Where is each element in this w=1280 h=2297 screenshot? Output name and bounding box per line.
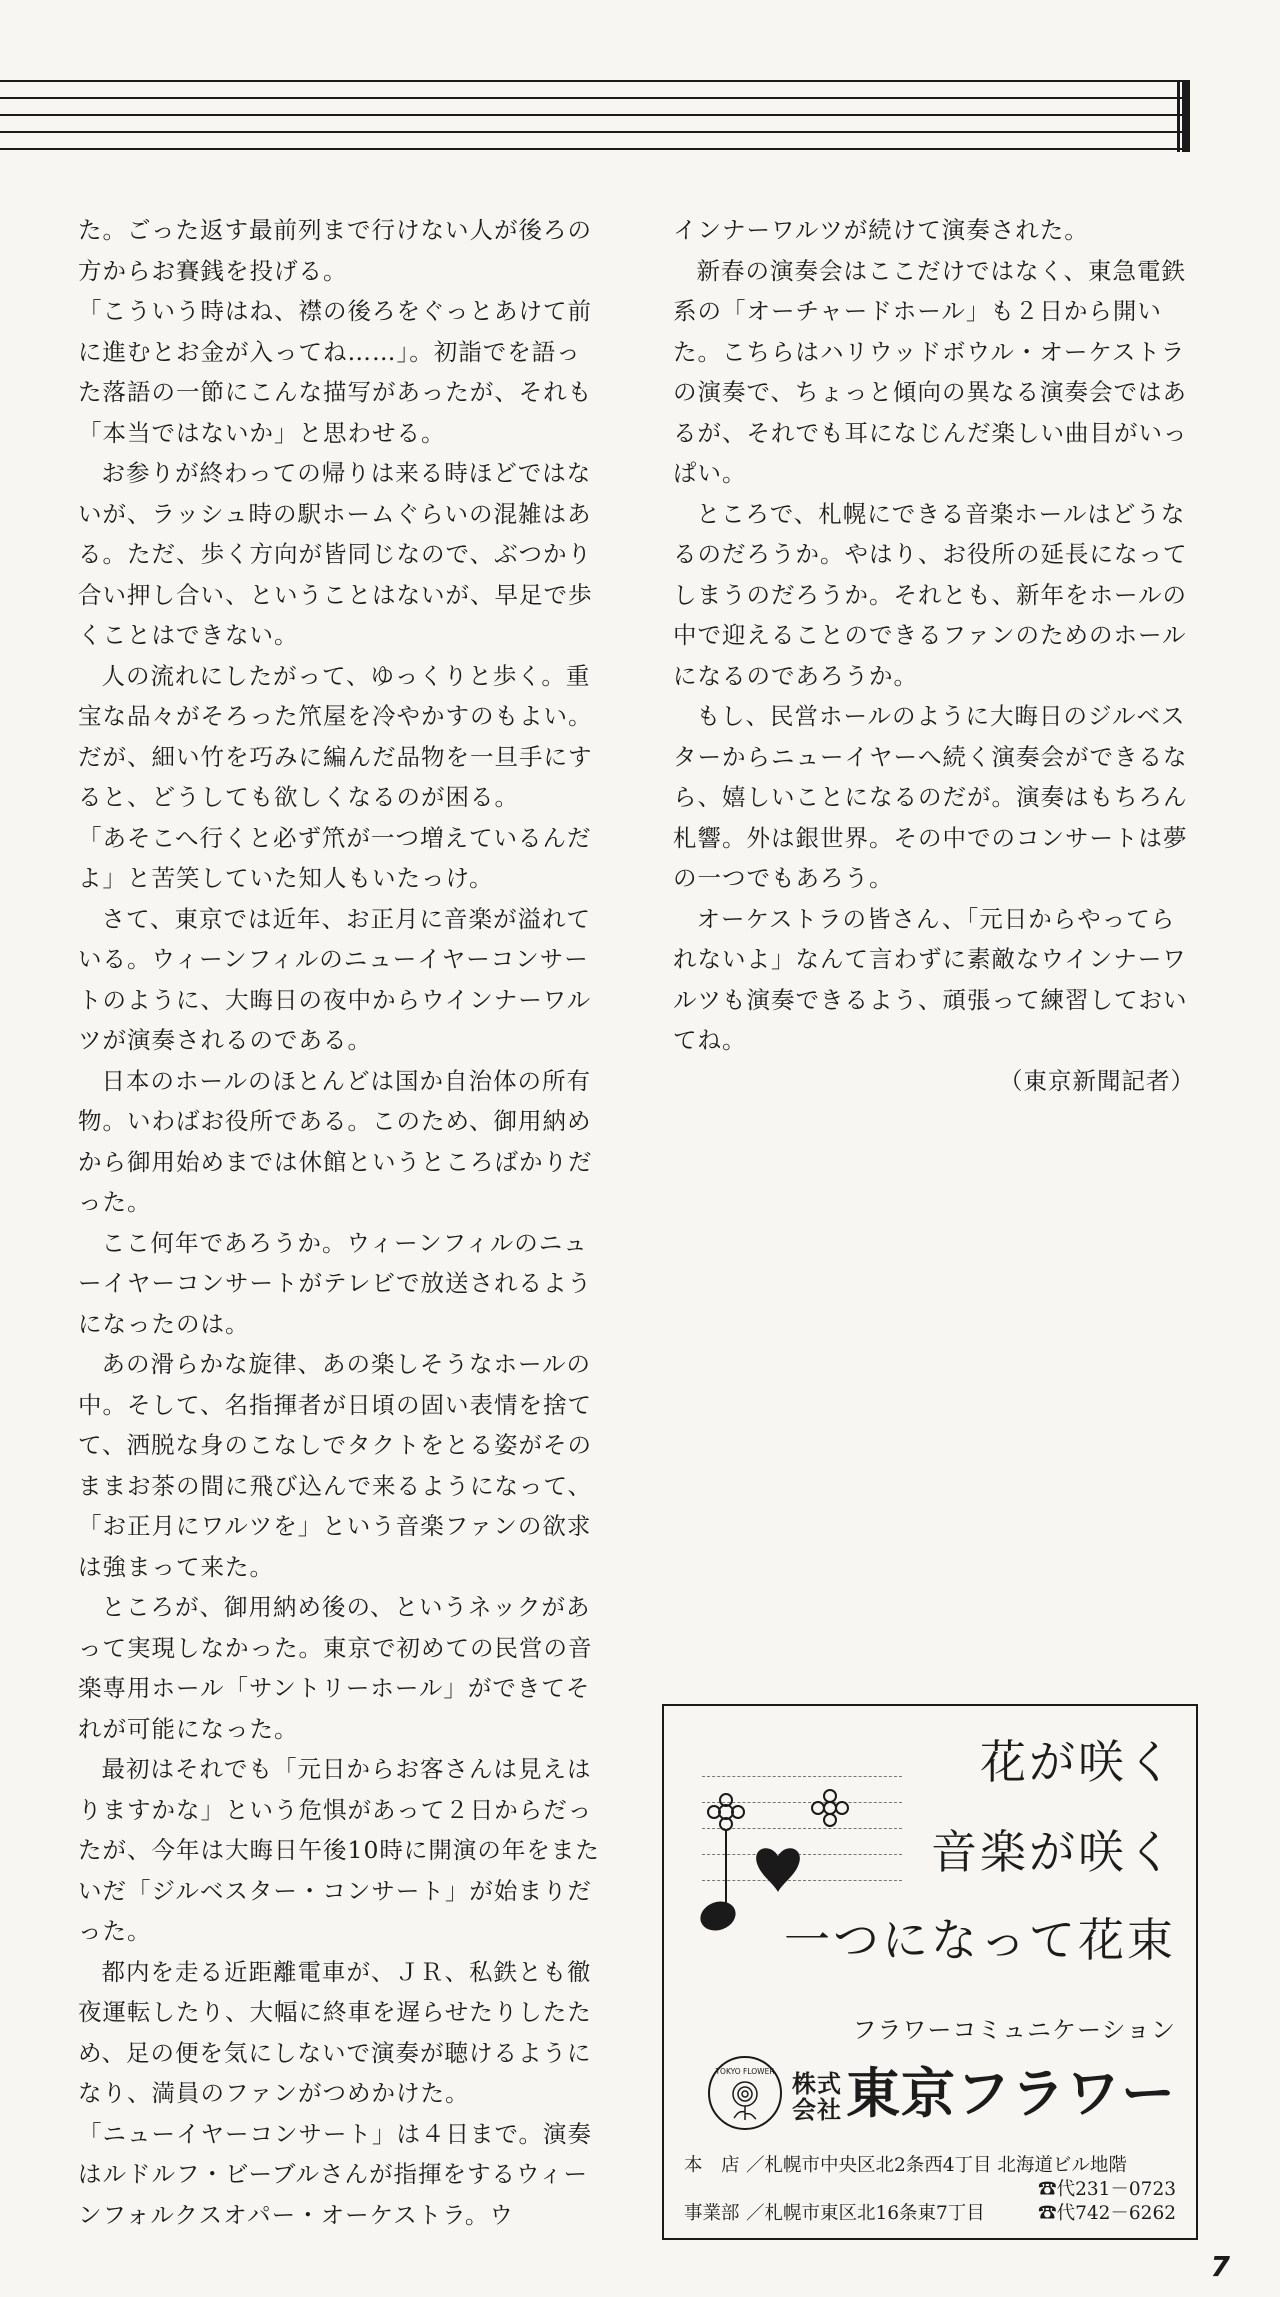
byline: （東京新聞記者） xyxy=(999,1066,1195,1095)
paragraph: 人の流れにしたがって、ゆっくりと歩く。重宝な品々がそろった笊屋を冷やかすのもよい。だが、細い竹を巧みに編んだ品物を一旦手にすると、どうしても欲しくなるのが困る。 xyxy=(78,661,593,811)
rose-logo-icon xyxy=(708,2056,782,2130)
article-column-left xyxy=(78,210,600,2235)
company-prefix: 株式会社 xyxy=(792,2070,842,2125)
company-name-text: 東京フラワー xyxy=(846,2062,1176,2125)
address-label: 事業部 xyxy=(684,2203,740,2224)
address-line xyxy=(684,2202,985,2226)
paragraph: オーケストラの皆さん、「元日からやってられないよ」なんて言わずに素敵なウインナーワルツも演奏できるよう、頑張って練習しておいてね。 xyxy=(673,904,1188,1054)
advertisement xyxy=(662,1704,1198,2240)
ad-subtitle: フラワーコミュニケーション xyxy=(852,2016,1176,2044)
paragraph: もし、民営ホールのように大晦日のジルベスターからニューイヤーへ続く演奏会ができるなら、嬉しいことになるのだが。演奏はもちろん札響。外は銀世界。その中でのコンサートは夢の一つでもあろう。 xyxy=(673,702,1188,892)
page-number: 7 xyxy=(1210,2250,1230,2283)
ad-slogan-line: 音楽が咲く xyxy=(931,1825,1176,1879)
paragraph: ところが、御用納め後の、というネックがあって実現しなかった。東京で初めての民営の音楽専用ホール「サントリーホール」ができてそれが可能になった。 xyxy=(78,1593,593,1743)
paragraph: あの滑らかな旋律、あの楽しそうなホールの中。そして、名指揮者が日頃の固い表情を捨てて、洒脱な身のこなしでタクトをとる姿がそのままお茶の間に飛び込んで来るようになって、「お正月にワルツを」という音楽ファンの欲求は強まって来た。 xyxy=(78,1350,593,1581)
paragraph: た。ごった返す最前列まで行けない人が後ろの方からお賽銭を投げる。 xyxy=(78,216,593,285)
logo-text: TOKYO FLOWER xyxy=(715,2067,775,2076)
address-line xyxy=(684,2154,1127,2178)
paragraph: 日本のホールのほとんどは国か自治体の所有物。いわばお役所である。このため、御用納めから御用始めまでは休館というところばかりだった。 xyxy=(78,1066,593,1216)
paragraph: 都内を走る近距離電車が、ＪＲ、私鉄とも徹夜運転したり、大幅に終車を遅らせたりしたため、足の便を気にしないで演奏が聴けるようになり、満員のファンがつめかけた。 xyxy=(78,1957,592,2107)
paragraph: 「こういう時はね、襟の後ろをぐっとあけて前に進むとお金が入ってね……」。初詣でを語った落語の一節にこんな描写があったが、それも「本当ではないか」と思わせる。 xyxy=(78,297,593,447)
article-column-right xyxy=(673,210,1195,1101)
paragraph: ここ何年であろうか。ウィーンフィルのニューイヤーコンサートがテレビで放送されるようになったのは。 xyxy=(78,1228,593,1338)
ad-slogan-line: 一つになって花束 xyxy=(784,1913,1176,1967)
paragraph: インナーワルツが続けて演奏された。 xyxy=(673,216,1089,244)
ad-slogan-line: 花が咲く xyxy=(980,1735,1176,1789)
paragraph: さて、東京では近年、お正月に音楽が溢れている。ウィーンフィルのニューイヤーコンサートのように、大晦日の夜中からウインナーワルツが演奏されるのである。 xyxy=(78,904,592,1054)
telephone: ☎代742－6262 xyxy=(1038,2203,1176,2224)
paragraph: ところで、札幌にできる音楽ホールはどうなるのだろうか。やはり、お役所の延長になってしまうのだろうか。それとも、新年をホールの中で迎えることのできるファンのためのホールになるのであろうか。 xyxy=(673,499,1188,690)
paragraph: 新春の演奏会はここだけではなく、東急電鉄系の「オーチャードホール」も２日から開いた。こちらはハリウッドボウル・オーケストラの演奏で、ちょっと傾向の異なる演奏会ではあるが、それでも耳になじんだ楽しい曲目がいっぱい。 xyxy=(673,256,1188,487)
header-staff-lines xyxy=(0,80,1190,152)
paragraph: お参りが終わっての帰りは来る時ほどではないが、ラッシュ時の駅ホームぐらいの混雑はある。ただ、歩く方向が皆同じなので、ぶつかり合い押し合い、ということはないが、早足で歩くことはできない。 xyxy=(78,459,593,649)
address-text: ／札幌市中央区北2条西4丁目 北海道ビル地階 xyxy=(746,2155,1127,2176)
company-name xyxy=(792,2064,1176,2124)
telephone: ☎代231－0723 xyxy=(1038,2179,1176,2200)
paragraph: 「あそこへ行くと必ず笊が一つ増えているんだよ」と苦笑していた知人もいたっけ。 xyxy=(78,823,592,892)
paragraph: 「ニューイヤーコンサート」は４日まで。演奏はルドルフ・ビーブルさんが指揮をするウィーンフォルクスオパー・オーケストラ。ウ xyxy=(78,2119,593,2229)
address-text: ／札幌市東区北16条東7丁目 xyxy=(746,2203,985,2224)
paragraph: 最初はそれでも「元日からお客さんは見えはりますかな」という危惧があって２日からだったが、今年は大晦日午後10時に開演の年をまたいだ「ジルベスター・コンサート」が始まりだった。 xyxy=(78,1755,600,1945)
address-label: 本 店 xyxy=(684,2155,740,2176)
